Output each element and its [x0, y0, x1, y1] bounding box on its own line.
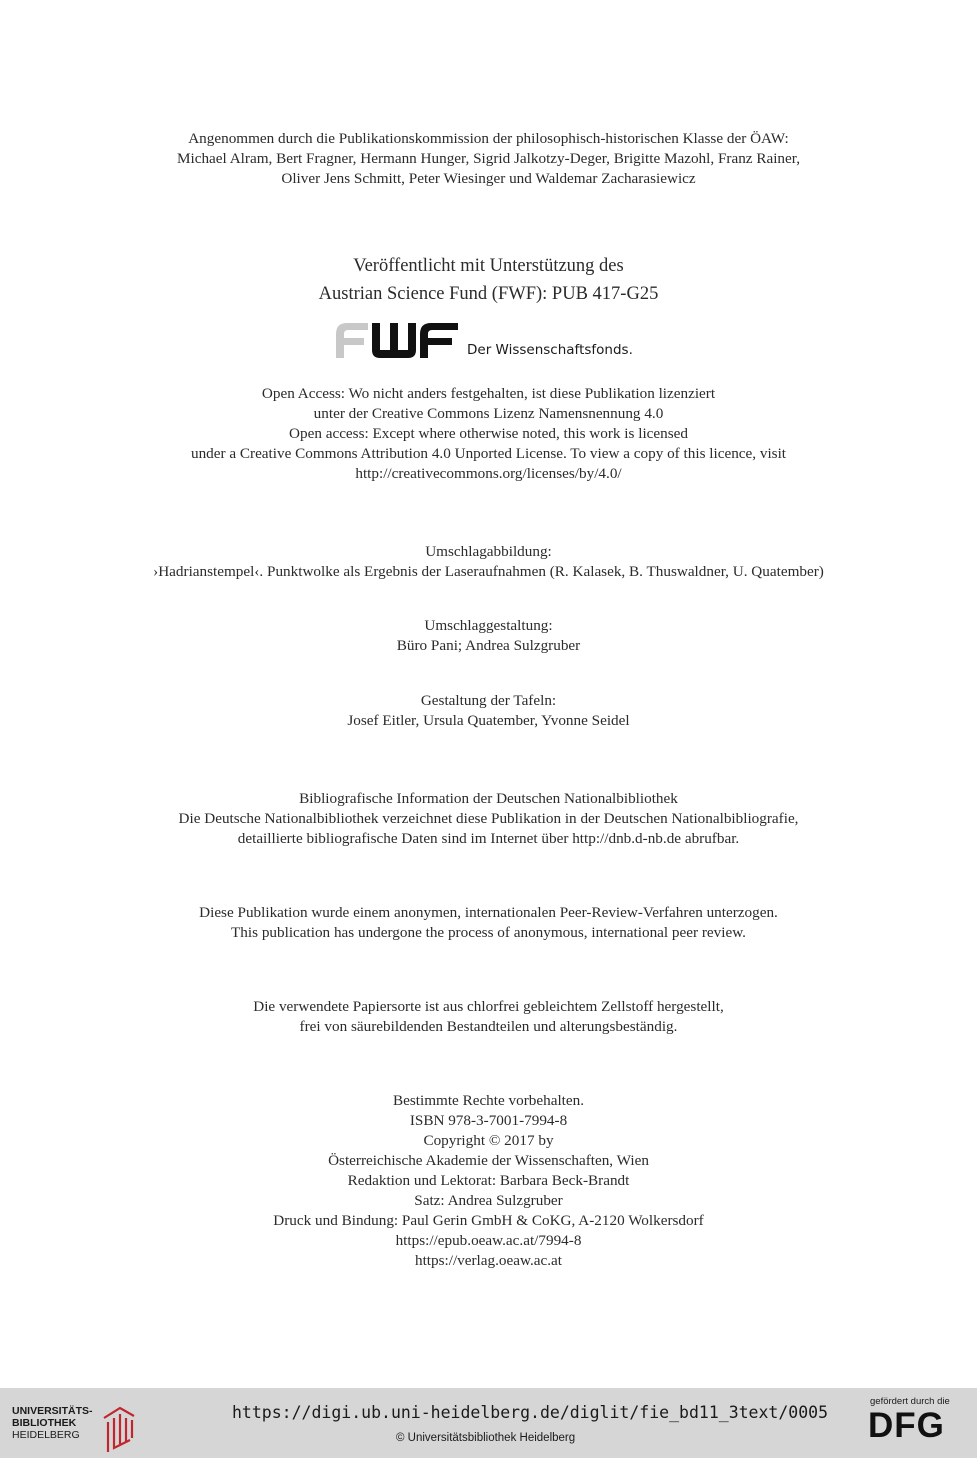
dfg-wordmark: DFG — [868, 1406, 945, 1445]
commission-line: Oliver Jens Schmitt, Peter Wiesinger und Waldemar Zacharasiewicz — [281, 170, 696, 187]
biblio-line: detaillierte bibliografische Daten sind im Internet über http://dnb.d-nb.de abrufbar. — [237, 830, 740, 847]
imprint-line: Copyright © 2017 by — [423, 1132, 554, 1149]
university-library-logo-icon — [98, 1404, 138, 1454]
library-logo-line: BIBLIOTHEK — [12, 1417, 77, 1429]
license-line: under a Creative Commons Attribution 4.0 Unported License. To view a copy of this licence, visit — [190, 445, 787, 462]
plates-heading: Gestaltung der Tafeln: — [420, 692, 557, 709]
imprint-line: Bestimmte Rechte vorbehalten. — [392, 1092, 585, 1109]
license-link: http://creativecommons.org/licenses/by/4.0/ — [355, 465, 622, 482]
university-library-logo — [12, 1400, 142, 1450]
peer-review-line: This publication has undergone the process of anonymous, international peer review. — [231, 924, 746, 941]
plates-credit: Josef Eitler, Ursula Quatember, Yvonne Seidel — [347, 712, 630, 729]
fwf-letter-f-dark — [420, 323, 458, 358]
imprint-link: https://epub.oeaw.ac.at/7994-8 — [395, 1232, 582, 1249]
dfg-logo — [866, 1396, 966, 1452]
university-library-logo-text — [12, 1405, 93, 1441]
peer-review-line: Diese Publikation wurde einem anonymen, internationalen Peer-Review-Verfahren unterzogen. — [199, 904, 778, 921]
viewer-footer-bar — [0, 1388, 977, 1458]
commission-line: Angenommen durch die Publikationskommission der philosophisch-historischen Klasse der ÖAW: — [188, 130, 789, 147]
imprint-link: https://verlag.oeaw.ac.at — [414, 1252, 563, 1269]
library-logo-line: UNIVERSITÄTS- — [12, 1405, 93, 1417]
dfg-label: gefördert durch die — [870, 1396, 950, 1407]
paper-block — [0, 997, 977, 1037]
biblio-line: Bibliografische Information der Deutschen Nationalbibliothek — [299, 790, 678, 807]
paper-line: Die verwendete Papiersorte ist aus chlorfrei gebleichtem Zellstoff hergestellt, — [253, 998, 724, 1015]
fwf-tagline: Der Wissenschaftsfonds. — [467, 342, 633, 358]
biblio-block — [0, 789, 977, 849]
fwf-letter-w — [372, 323, 416, 358]
plates-block — [0, 691, 977, 731]
imprint-line: Österreichische Akademie der Wissenschaften, Wien — [328, 1152, 649, 1169]
cover-image-heading: Umschlagabbildung: — [425, 543, 552, 560]
imprint-isbn: ISBN 978-3-7001-7994-8 — [409, 1112, 568, 1129]
imprint-block — [0, 1091, 977, 1271]
fwf-letter-f-light — [336, 323, 368, 358]
cover-design-credit: Büro Pani; Andrea Sulzgruber — [396, 637, 581, 654]
license-line: unter der Creative Commons Lizenz Namensnennung 4.0 — [313, 405, 664, 422]
fwf-logo — [334, 320, 654, 362]
biblio-line: Die Deutsche Nationalbibliothek verzeichnet diese Publikation in der Deutschen Nationalbibliografie, — [178, 810, 799, 827]
imprint-line: Druck und Bindung: Paul Gerin GmbH & CoKG, A-2120 Wolkersdorf — [273, 1212, 704, 1229]
cover-design-heading: Umschlaggestaltung: — [424, 617, 553, 634]
license-line: Open access: Except where otherwise noted, this work is licensed — [289, 425, 688, 442]
commission-block — [0, 129, 977, 189]
paper-line: frei von säurebildenden Bestandteilen und alterungsbeständig. — [299, 1018, 678, 1035]
funding-block — [0, 252, 977, 308]
license-block — [0, 384, 977, 484]
permalink-url[interactable]: https://digi.ub.uni-heidelberg.de/diglit/fie_bd11_3text/0005 — [232, 1403, 829, 1422]
footer-copyright: © Universitätsbibliothek Heidelberg — [396, 1432, 576, 1444]
funding-line: Austrian Science Fund (FWF): PUB 417-G25 — [318, 284, 659, 304]
cover-image-caption: ›Hadrianstempel‹. Punktwolke als Ergebnis der Laseraufnahmen (R. Kalasek, B. Thuswaldner, U. Quatember) — [153, 563, 824, 580]
cover-design-block — [0, 616, 977, 656]
commission-line: Michael Alram, Bert Fragner, Hermann Hunger, Sigrid Jalkotzy-Deger, Brigitte Mazohl, Franz Rainer, — [176, 150, 801, 167]
imprint-line: Redaktion und Lektorat: Barbara Beck-Brandt — [347, 1172, 630, 1189]
peer-review-block — [0, 903, 977, 943]
fwf-logo-mark — [334, 320, 464, 360]
funding-line: Veröffentlicht mit Unterstützung des — [353, 256, 624, 276]
imprint-line: Satz: Andrea Sulzgruber — [414, 1192, 563, 1209]
library-logo-line: HEIDELBERG — [12, 1429, 80, 1441]
cover-image-block — [0, 542, 977, 582]
license-line: Open Access: Wo nicht anders festgehalten, ist diese Publikation lizenziert — [261, 385, 716, 402]
